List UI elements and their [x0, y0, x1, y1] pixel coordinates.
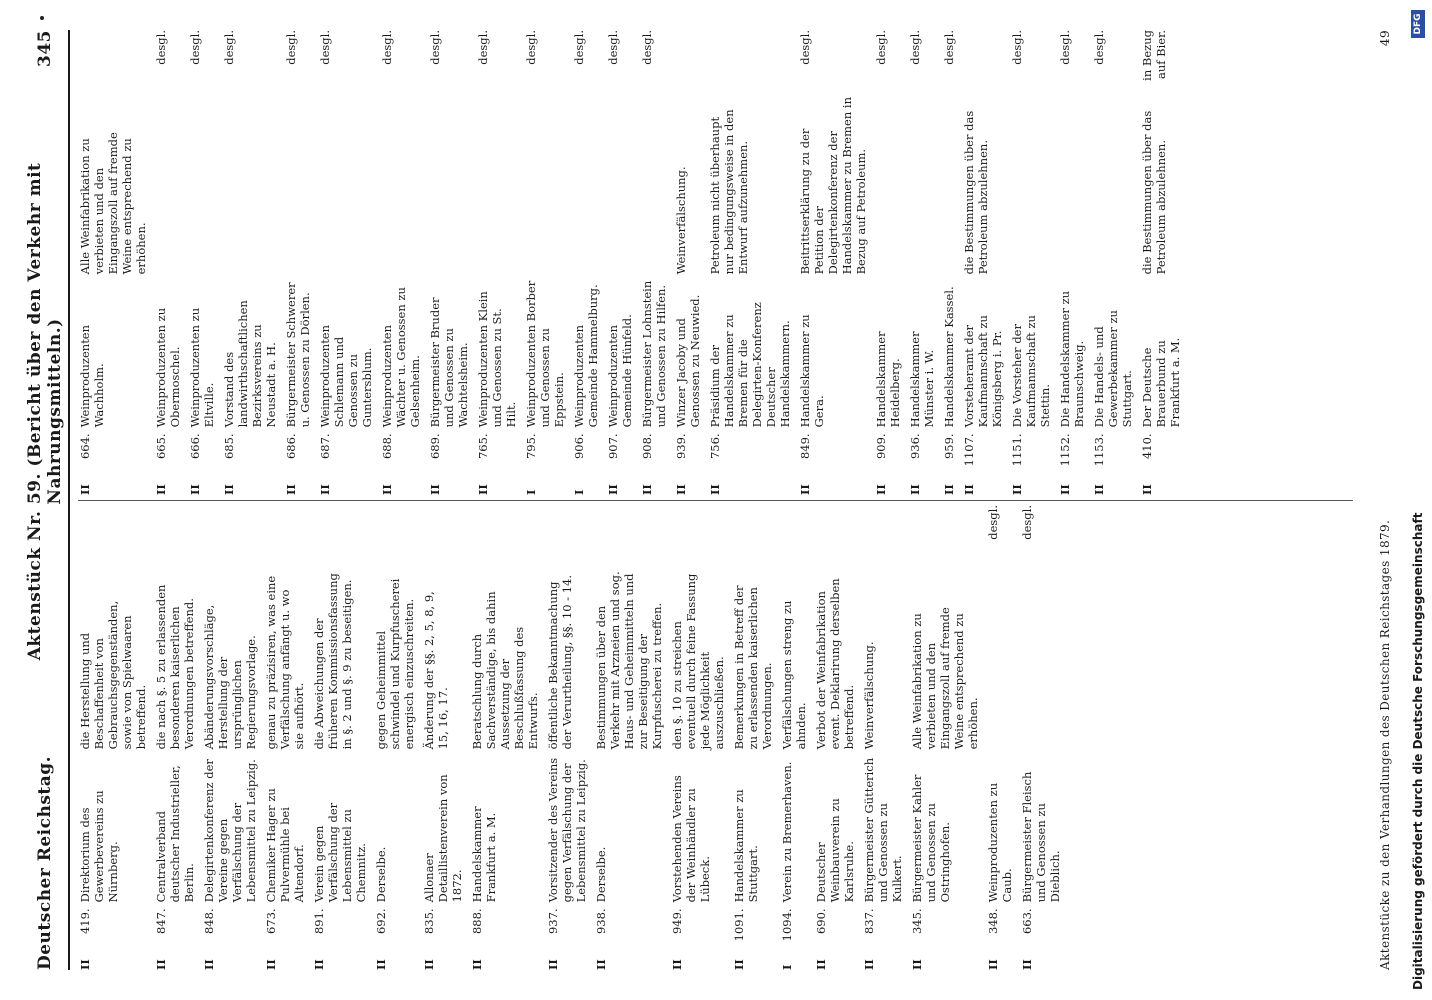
petitioner: Weinproduzenten zu Obermoschel. — [154, 307, 182, 428]
decision: desgl. — [222, 30, 236, 65]
petitioner: Verein gegen Verfälschung der Lebensmittel zu Chemnitz. — [312, 802, 368, 903]
request: die Bestimmungen über das Petroleum abzulehnen. — [962, 110, 990, 275]
session-number: II — [910, 959, 924, 970]
decision: desgl. — [1092, 30, 1106, 65]
request — [874, 90, 902, 275]
petition-row — [780, 505, 808, 970]
petitioner: Derselbe. — [374, 846, 388, 903]
petitioner: Vorsteheramt der Kaufmannschaft zu Königsberg i. Pr. — [962, 315, 1004, 428]
petitioner: Der Deutsche Brauerbund zu Frankfurt a. M. — [1140, 337, 1182, 428]
petition-row — [312, 505, 368, 970]
digitization-note — [1408, 10, 1428, 990]
petition-row — [874, 30, 902, 495]
decision — [814, 505, 856, 565]
decision — [312, 505, 368, 565]
decision — [264, 505, 306, 565]
request: Bestimmungen über den Verkehr mit Arzneien und sog. Haus- und Geheimmitteln und zur Beseitigung der Kurpfuscherei zu treffen. — [594, 571, 664, 750]
journal-number: 1152. — [1058, 433, 1072, 467]
session-number: II — [78, 484, 92, 495]
page-number: 345 — [35, 30, 55, 67]
session-number: II — [154, 484, 168, 495]
petitioner: Vorstand des landwirthschaftlichen Bezirksvereins zu Neustadt a. H. — [222, 300, 278, 428]
decision — [674, 30, 702, 90]
session-number: II — [670, 959, 684, 970]
journal-number: 665. — [154, 433, 168, 460]
request — [942, 90, 956, 275]
session-number: II — [374, 959, 388, 970]
session-number: II — [942, 484, 956, 495]
petitioner: Weinproduzenten Wächter u. Genossen zu Gelsenheim. — [380, 287, 422, 428]
journal-number: 1151. — [1010, 433, 1024, 467]
petitioner: Allonaer Detaillistenverein von 1872. — [422, 774, 464, 903]
petitioner: Chemiker Hager zu Pulvermühle bei Altendorf. — [264, 788, 306, 903]
journal-number: 666. — [188, 433, 202, 460]
petition-row — [962, 30, 1004, 495]
journal-number: 837. — [862, 908, 876, 935]
decision — [862, 505, 904, 565]
folio-number: 49 — [1378, 30, 1392, 47]
session-number: II — [1092, 484, 1106, 495]
session-number: II — [962, 484, 976, 495]
journal-number: 673. — [264, 908, 278, 935]
petition-row — [202, 505, 258, 970]
decision — [374, 505, 416, 565]
decision — [594, 505, 664, 565]
journal-number: 410. — [1140, 433, 1154, 460]
petition-row — [908, 30, 936, 495]
request: die Bestimmungen über das Petroleum abzulehnen. — [1140, 110, 1168, 275]
petition-row — [1140, 30, 1182, 495]
journal-number: 345. — [910, 908, 924, 935]
petition-row — [606, 30, 634, 495]
session-number: II — [78, 959, 92, 970]
journal-number: 419. — [78, 908, 92, 935]
petitioner: Handelskammer Heidelberg. — [874, 331, 902, 428]
session-number: II — [1020, 959, 1034, 970]
petitioner: Handelskammer Frankfurt a. M. — [470, 806, 498, 903]
request — [524, 90, 566, 275]
petitioner: Winzer Jacoby und Genossen zu Neuwied. — [674, 294, 702, 428]
request — [606, 90, 634, 275]
request — [1020, 565, 1062, 750]
session-number: II — [986, 959, 1000, 970]
request — [154, 90, 182, 275]
petition-row — [910, 505, 980, 970]
petition-row — [1010, 30, 1052, 495]
petitioner: Bürgermeister Fleisch und Genossen zu Dieblich. — [1020, 771, 1062, 903]
request — [188, 90, 216, 275]
journal-number: 959. — [942, 433, 956, 460]
petition-row — [670, 505, 726, 970]
request: Verbot der Weinfabrikation event. Deklarirung derselben betreffend. — [814, 578, 856, 750]
journal-number: 690. — [814, 908, 828, 935]
journal-number: 848. — [202, 908, 216, 935]
petition-row — [1020, 505, 1062, 970]
request: Beratschlung durch Sachverständige, bis dahin Aussetzung der Beschlußfassung des Entwurfs. — [470, 591, 540, 750]
journal-number: 909. — [874, 433, 888, 460]
decision: desgl. — [1058, 30, 1072, 65]
journal-number: 888. — [470, 908, 484, 935]
petitioner: Weinproduzenten Klein und Genossen zu St. Hilt. — [476, 291, 518, 428]
request: Alle Weinfabrikation zu verbieten und den Eingangszoll auf fremde Weine entsprechend zu erhöhen. — [910, 607, 980, 750]
session-number: II — [874, 484, 888, 495]
session-number: II — [732, 959, 746, 970]
petitioner: Centralverband deutscher Industrieller, Berlin. — [154, 765, 196, 903]
decision: desgl. — [380, 30, 394, 65]
request — [318, 90, 374, 275]
session-number: II — [318, 484, 332, 495]
request: gegen Geheimmittel schwindel und Kurpfuscherei energisch einzuschreiten. — [374, 578, 416, 750]
request — [476, 90, 518, 275]
decision: desgl. — [874, 30, 888, 65]
decision: in Bezug auf Bier. — [1140, 30, 1168, 81]
decision — [78, 30, 148, 90]
journal-number: 664. — [78, 433, 92, 460]
petitioner: Die Vorsteher der Kaufmannschaft zu Stettin. — [1010, 315, 1052, 428]
journal-number: 687. — [318, 433, 332, 460]
request — [572, 90, 600, 275]
decision — [546, 505, 588, 565]
session-number: II — [154, 959, 168, 970]
petitioner: Weinproduzenten Borber und Genossen zu Eppstein. — [524, 280, 566, 428]
journal-number: 756. — [708, 433, 722, 460]
decision: desgl. — [318, 30, 332, 65]
petitioner: Die Handels- und Gewerbekammer zu Stuttgart. — [1092, 310, 1134, 428]
decision: desgl. — [1010, 30, 1024, 65]
petition-row — [942, 30, 956, 495]
session-number: II — [798, 484, 812, 495]
session-number: II — [312, 959, 326, 970]
page-footer — [1378, 30, 1392, 970]
petitioner: Handelskammer Kassel. — [942, 286, 956, 428]
petition-row — [422, 505, 464, 970]
decision: desgl. — [908, 30, 922, 65]
decision: desgl. — [942, 30, 956, 65]
petition-row — [708, 30, 792, 495]
petition-row — [640, 30, 668, 495]
journal-number: 849. — [798, 433, 812, 460]
decision — [732, 505, 774, 565]
petitioner: Verein zu Bremerhaven. — [780, 761, 794, 903]
session-number: I — [780, 964, 794, 970]
petition-row — [284, 30, 312, 495]
request — [380, 90, 422, 275]
request: genau zu präzisiren, was eine Verfälschung anfängt u. wo sie aufhört. — [264, 575, 306, 750]
petitioner: Präsidium der Handelskammer zu Bremen für die Delegirten-Konferenz Deutscher Handelskammern. — [708, 302, 792, 428]
journal-number: 1153. — [1092, 433, 1106, 467]
session-number: II — [1058, 484, 1072, 495]
request: Änderung der §§. 2, 5, 8, 9, 15, 16, 17. — [422, 591, 450, 750]
journal-number: 348. — [986, 908, 1000, 935]
request — [1092, 90, 1134, 275]
petition-row — [524, 30, 566, 495]
journal-number: 663. — [1020, 908, 1034, 935]
page-header — [25, 30, 65, 970]
petition-row — [374, 505, 416, 970]
request: öffentliche Bekanntmachung der Verurtheilung, §§. 10 - 14. — [546, 575, 574, 750]
petitioner: Weinproduzenten zu Caub. — [986, 782, 1014, 903]
petition-row — [594, 505, 664, 970]
petitioner: Weinproduzenten Schlemann und Genossen zu Guntersblum. — [318, 324, 374, 428]
journal-number: 939. — [674, 433, 688, 460]
petitioner: Bürgermeister Schwerer u. Genossen zu Dörlen. — [284, 282, 312, 428]
journal-number: 765. — [476, 433, 490, 460]
decision: desgl. — [428, 30, 442, 65]
session-number: II — [422, 959, 436, 970]
journal-number: 936. — [908, 433, 922, 460]
request: Petroleum nicht überhaupt nur bedingungsweise in den Entwurf aufzunehmen. — [708, 109, 750, 275]
digitization-text: Digitalisierung gefördert durch die Deutsche Forschungsgemeinschaft — [1411, 512, 1425, 990]
journal-number: 1091. — [732, 908, 746, 942]
request: Verfälschungen streng zu ahnden. — [780, 600, 808, 750]
header-left: Deutscher Reichstag. — [35, 755, 55, 970]
ink-speck — [40, 16, 44, 20]
request — [222, 90, 278, 275]
petitioner: Weinproduzenten zu Eltville. — [188, 307, 216, 428]
journal-number: 949. — [670, 908, 684, 935]
request: Alle Weinfabrikation zu verbieten und den Eingangszoll auf fremde Weine entsprechend zu erhöhen. — [78, 132, 148, 275]
session-number: II — [862, 959, 876, 970]
petitioner: Vorsitzender des Vereins gegen Verfälschung der Lebensmittel zu Leipzig. — [546, 757, 588, 903]
right-column — [78, 30, 1188, 495]
decision — [154, 505, 196, 565]
decision: desgl. — [640, 30, 654, 65]
petition-row — [470, 505, 540, 970]
petition-row — [222, 30, 278, 495]
petitioner: Handelskammer Münster i. W. — [908, 331, 936, 428]
session-number: I — [524, 489, 538, 495]
journal-number: 1107. — [962, 433, 976, 467]
decision — [78, 505, 148, 565]
petition-row — [380, 30, 422, 495]
petitioner: Die Handelskammer zu Braunschweig. — [1058, 290, 1086, 428]
request: Weinverfälschung. — [674, 166, 688, 275]
decision: desgl. — [572, 30, 586, 65]
petition-row — [1092, 30, 1134, 495]
session-number: II — [908, 484, 922, 495]
column-divider — [78, 500, 1353, 501]
session-number: II — [428, 484, 442, 495]
request — [986, 565, 1014, 750]
journal-number: 891. — [312, 908, 326, 935]
petitioner: Vorstehenden Vereins der Weinhändler zu Lübeck. — [670, 775, 712, 903]
petition-row — [732, 505, 774, 970]
header-rule — [68, 30, 70, 970]
request: Weinverfälschung. — [862, 641, 876, 750]
petition-row — [78, 505, 148, 970]
session-number: II — [606, 484, 620, 495]
journal-number: 906. — [572, 433, 586, 460]
decision — [470, 505, 540, 565]
petition-row — [154, 505, 196, 970]
request — [640, 90, 668, 275]
request: den §. 10 zu streichen eventuell durch feine Fassung jede Möglichkeit auszuschließen. — [670, 573, 726, 750]
petitioner: Bürgermeister Kahler und Genossen zu Ostringhofen. — [910, 774, 952, 903]
petition-row — [78, 30, 148, 495]
journal-number: 938. — [594, 908, 608, 935]
session-number: II — [708, 484, 722, 495]
decision — [202, 505, 258, 565]
petition-row — [154, 30, 182, 495]
petitioner: Weinproduzenten Gemeinde Hammelburg. — [572, 284, 600, 428]
request: Bemerkungen in Betreff der zu erlassenden kaiserlichen Verordnungen. — [732, 585, 774, 750]
decision: desgl. — [188, 30, 202, 65]
petitioner: Weinproduzenten Wachholm. — [78, 324, 106, 428]
decision: desgl. — [524, 30, 538, 65]
request — [908, 90, 936, 275]
dfg-logo-icon: DFG — [1411, 10, 1425, 38]
journal-number: 692. — [374, 908, 388, 935]
petitioner: Handelskammer zu Gera. — [798, 314, 826, 428]
request — [1058, 90, 1086, 275]
petitioner: Derselbe. — [594, 846, 608, 903]
journal-number: 685. — [222, 433, 236, 460]
journal-number: 1094. — [780, 908, 794, 942]
session-number: II — [1010, 484, 1024, 495]
decision — [422, 505, 464, 565]
petitioner: Weinproduzenten Gemeinde Hünfeld. — [606, 314, 634, 428]
petition-row — [188, 30, 216, 495]
footer-text: Aktenstücke zu den Verhandlungen des Deutschen Reichstages 1879. — [1378, 519, 1392, 970]
session-number: II — [188, 484, 202, 495]
session-number: II — [476, 484, 490, 495]
petition-row — [476, 30, 518, 495]
session-number: II — [222, 484, 236, 495]
petition-row — [862, 505, 904, 970]
decision — [780, 505, 808, 565]
request: Beitrittserklärung zu der Petition der Delegirtenkonferenz der Handelskammer zu Bremen in Bezug auf Petroleum. — [798, 97, 868, 275]
decision: desgl. — [476, 30, 490, 65]
left-column — [78, 505, 1068, 970]
decision: desgl. — [986, 505, 1000, 540]
journal-number: 907. — [606, 433, 620, 460]
request: die Abweichungen der früheren Kommissionsfassung in §. 2 und §. 9 zu beseitigen. — [312, 573, 354, 750]
decision — [962, 30, 1004, 90]
petition-row — [674, 30, 702, 495]
session-number: II — [674, 484, 688, 495]
session-number: II — [546, 959, 560, 970]
petitioner: Bürgermeister Lohnstein und Genossen zu Hilfen. — [640, 280, 668, 428]
petition-row — [986, 505, 1014, 970]
petition-row — [264, 505, 306, 970]
petition-row — [798, 30, 868, 495]
decision — [708, 30, 792, 90]
journal-number: 908. — [640, 433, 654, 460]
petitioner: Bürgermeister Gütterich und Genossen zu Kulkert. — [862, 757, 904, 903]
session-number: II — [264, 959, 278, 970]
session-number: II — [380, 484, 394, 495]
session-number: II — [814, 959, 828, 970]
decision: desgl. — [154, 30, 168, 65]
journal-number: 937. — [546, 908, 560, 935]
session-number: II — [594, 959, 608, 970]
request: die nach §. 5 zu erlassenden besonderen kaiserlichen Verordnungen betreffend. — [154, 584, 196, 750]
petition-row — [1058, 30, 1086, 495]
petitioner: Delegirtenkonferenz der Vereine gegen Verfälschung der Lebensmittel zu Leipzig. — [202, 759, 258, 903]
decision: desgl. — [284, 30, 298, 65]
decision: desgl. — [606, 30, 620, 65]
petition-row — [546, 505, 588, 970]
petitioner: Bürgermeister Bruder und Genossen zu Wachtelsheim. — [428, 297, 470, 428]
session-number: II — [202, 959, 216, 970]
request: Abänderungsvorschläge, Herstellung der ursprünglichen Regierungsvorlage. — [202, 604, 258, 750]
journal-number: 688. — [380, 433, 394, 460]
journal-number: 847. — [154, 908, 168, 935]
request — [284, 90, 312, 275]
journal-number: 689. — [428, 433, 442, 460]
petition-row — [428, 30, 470, 495]
decision — [670, 505, 726, 565]
session-number: II — [470, 959, 484, 970]
session-number: I — [572, 489, 586, 495]
petitioner: Direktorium des Gewerbevereins zu Nürnberg. — [78, 790, 120, 903]
journal-number: 835. — [422, 908, 436, 935]
decision — [910, 505, 980, 565]
header-title: Aktenstück Nr. 59. (Bericht über den Verkehr mit Nahrungsmitteln.) — [25, 162, 65, 661]
petitioner: Deutscher Weinbauverein zu Karlsruhe. — [814, 798, 856, 903]
petition-row — [318, 30, 374, 495]
session-number: II — [284, 484, 298, 495]
journal-number: 686. — [284, 433, 298, 460]
session-number: II — [640, 484, 654, 495]
decision: desgl. — [1020, 505, 1034, 540]
session-number: II — [1140, 484, 1154, 495]
journal-number: 795. — [524, 433, 538, 460]
request: die Herstellung und Beschaffenheit von Gebrauchsgegenständen, sowie von Spielwaaren betreffend. — [78, 600, 148, 750]
petitioner: Handelskammer zu Stuttgart. — [732, 789, 760, 903]
request — [428, 90, 470, 275]
request — [1010, 90, 1052, 275]
petition-row — [814, 505, 856, 970]
petition-row — [572, 30, 600, 495]
decision: desgl. — [798, 30, 812, 65]
